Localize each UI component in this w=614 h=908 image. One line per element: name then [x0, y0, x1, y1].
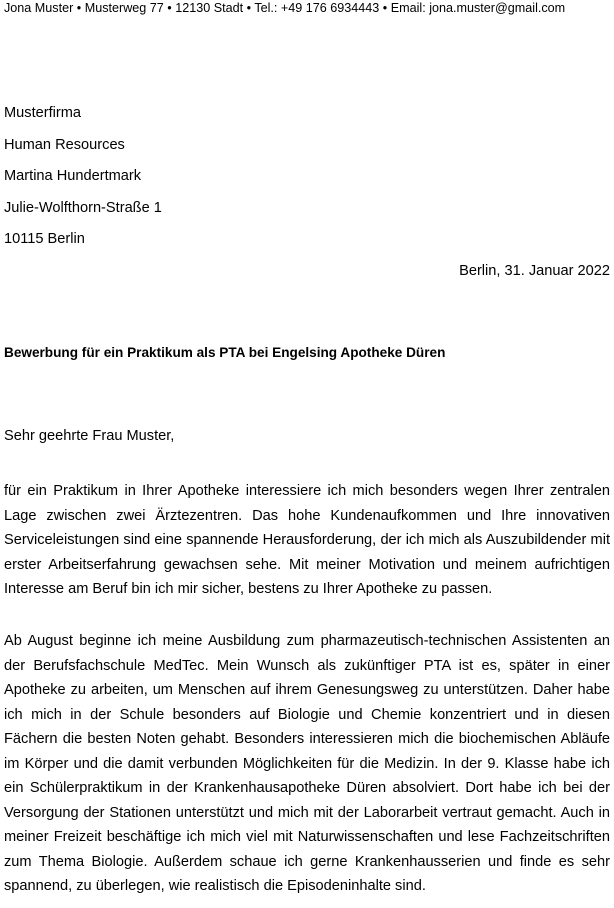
recipient-address-block: [4, 104, 162, 262]
recipient-street: Julie-Wolfthorn-Straße 1: [4, 199, 162, 216]
recipient-city: 10115 Berlin: [4, 231, 85, 248]
recipient-name: Martina Hundertmark: [4, 168, 142, 185]
recipient-company: Musterfirma: [4, 105, 82, 121]
body-paragraph-2: Ab August beginne ich meine Ausbildung zum pharmazeutisch-technischen Assistenten an der Berufsfachschule MedTec. Mein Wunsch als zukünftiger PTA ist es, später in einer Apotheke zu arbeiten, um Menschen auf ihrem Genesungsweg zu unterstützen. Daher habe ich mich in der Schule besonders auf Biologie und Chemie konzentriert und in diesen Fächern die besten Noten gehabt. Besonders interessieren mich die biochemischen Abläufe im Körper und die damit verbunden Möglichkeiten für die Medizin. In der 9. Klasse habe ich ein Schülerpraktikum in der Krankenhausapotheke Düren absolviert. Dort habe ich bei der Versorgung der Stationen unterstützt und mich mit der Laborarbeit vertraut gemacht. Auch in meiner Freizeit beschäftige ich mich viel mit Naturwissenschaften und lese Fachzeitschriften zum Thema Biologie. Außerdem schaue ich gerne Krankenhausserien und finde es sehr spannend, zu überlegen, wie realistisch die Episodeninhalte sind.: [4, 633, 610, 894]
letter-salutation: Sehr geehrte Frau Muster,: [4, 428, 175, 444]
letter-subject: Bewerbung für ein Praktikum als PTA bei Engelsing Apotheke Düren: [4, 345, 446, 360]
recipient-department: Human Resources: [4, 136, 125, 153]
body-paragraph-1: für ein Praktikum in Ihrer Apotheke interessiere ich mich besonders wegen Ihrer zentralen Lage zwischen zwei Ärztezentren. Das hohe Kundenaufkommen und Ihre innovativen Serviceleistungen sind eine spannende Herausforderung, der ich mich als Auszubildender mit erster Arbeitserfahrung gewachsen sehe. Mit meiner Motivation und meinem aufrichtigen Interesse am Beruf bin ich mir sicher, bestens zu Ihrer Apotheke zu passen.: [4, 483, 610, 597]
letter-date: Berlin, 31. Januar 2022: [459, 263, 610, 279]
sender-contact-line: Jona Muster • Musterweg 77 • 12130 Stadt • Tel.: +49 176 6934443 • Email: jona.muster@gmail.com: [4, 1, 566, 15]
